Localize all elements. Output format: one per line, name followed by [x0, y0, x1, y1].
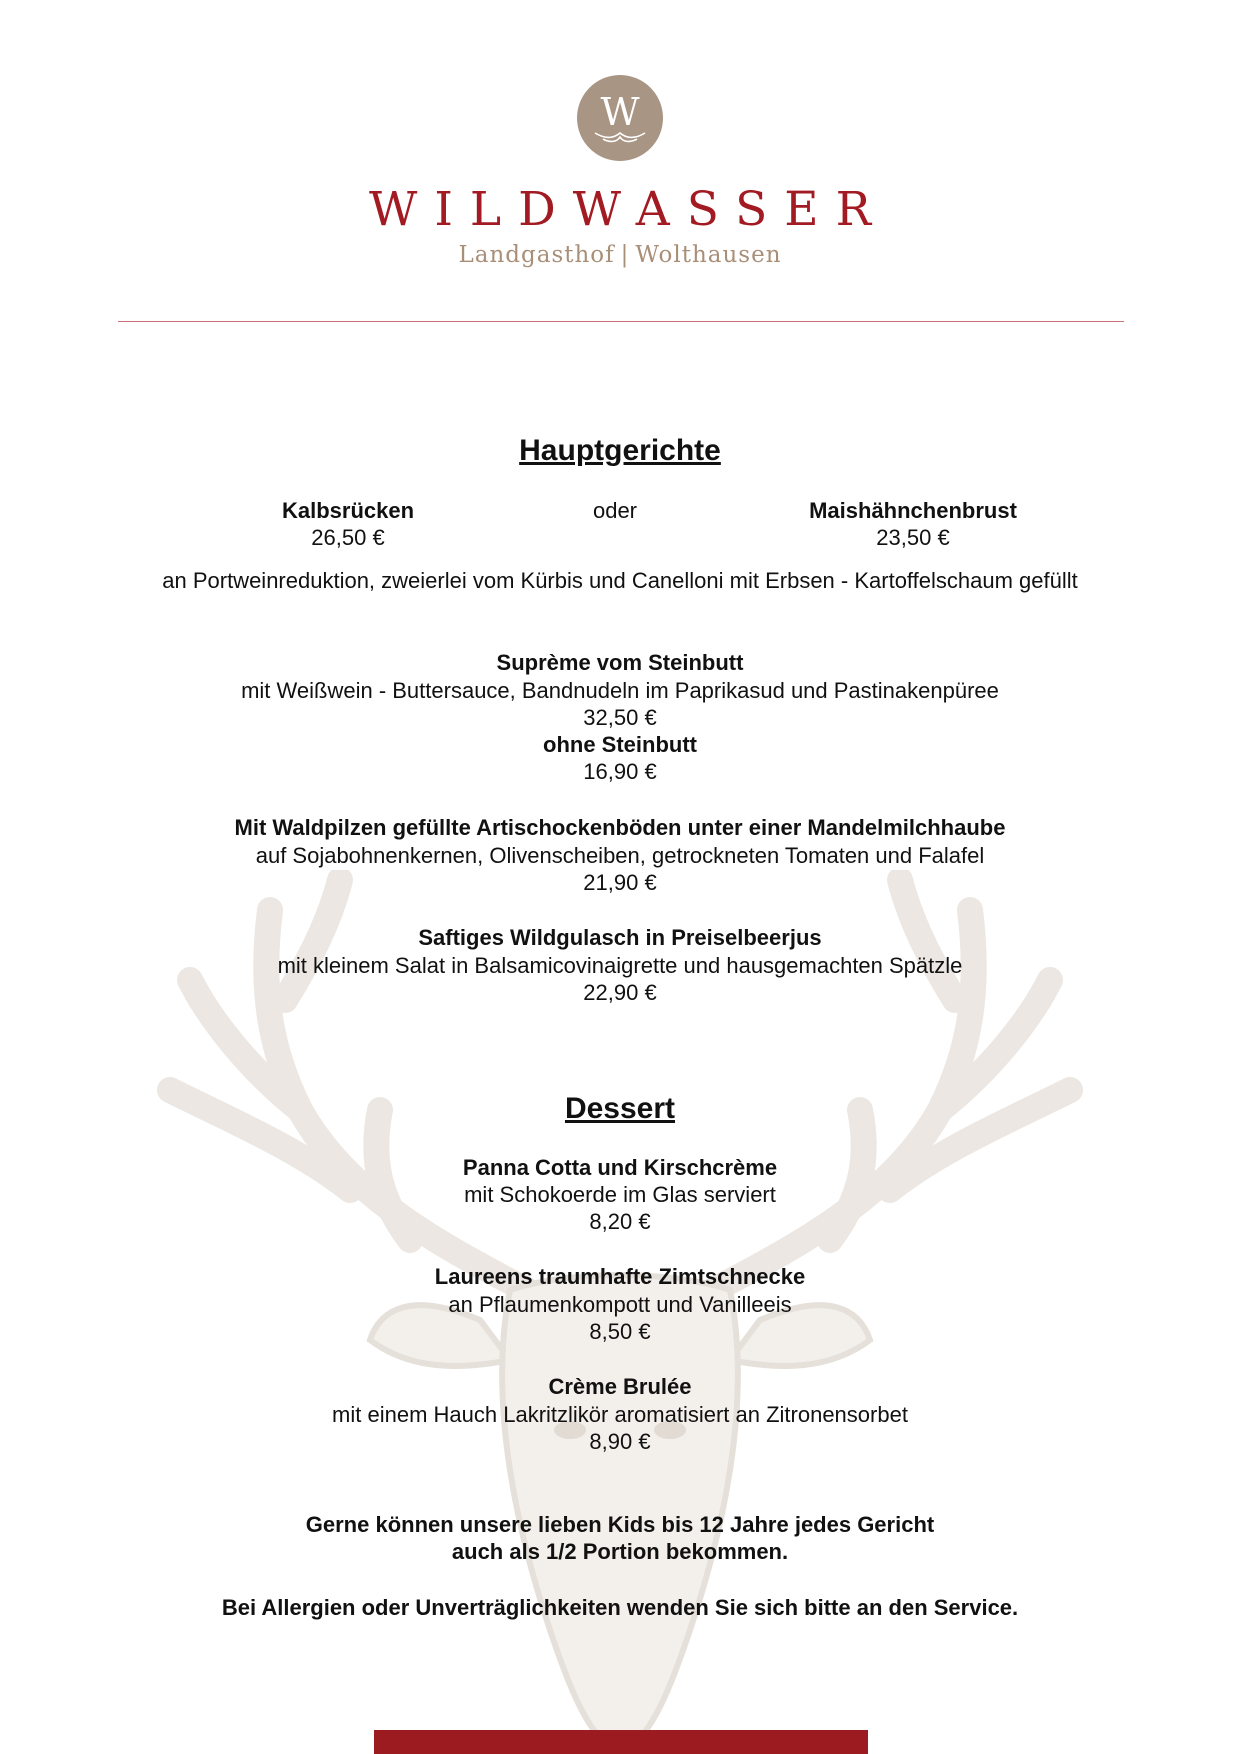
dessert-price: 8,50 €: [589, 1319, 651, 1344]
choice-right-name: Maishähnchenbrust: [809, 498, 1017, 523]
subtitle-separator: |: [620, 242, 630, 268]
choice-connector: oder: [592, 498, 638, 523]
dessert-description: mit Schokoerde im Glas serviert: [464, 1182, 776, 1207]
logo-letter: W: [600, 90, 640, 134]
header-divider: [118, 321, 1124, 322]
allergy-note: Bei Allergien oder Unverträglichkeiten wenden Sie sich bitte an den Service.: [221, 1595, 1019, 1620]
section-title-dessert: Dessert: [564, 1092, 676, 1125]
brand-subtitle: [0, 240, 1240, 270]
dish-variant-price: 16,90 €: [583, 759, 657, 784]
dish-price: 22,90 €: [583, 980, 657, 1005]
subtitle-right: Wolthausen: [635, 242, 782, 268]
dessert-name: Laureens traumhafte Zimtschnecke: [434, 1264, 806, 1289]
dessert-price: 8,90 €: [589, 1429, 651, 1454]
dish-description: mit kleinem Salat in Balsamicovinaigrette und hausgemachten Spätzle: [277, 953, 963, 978]
choice-right-price: 23,50 €: [876, 525, 950, 550]
dish-name: Suprème vom Steinbutt: [496, 650, 744, 675]
dessert-description: an Pflaumenkompott und Vanilleeis: [448, 1292, 792, 1317]
dessert-name: Panna Cotta und Kirschcrème: [462, 1155, 778, 1180]
brand-name: WILDWASSER: [369, 182, 888, 237]
choice-description: an Portweinreduktion, zweierlei vom Kürbis und Canelloni mit Erbsen - Kartoffelschaum gefüllt: [162, 568, 1078, 593]
choice-left-name: Kalbsrücken: [281, 498, 415, 523]
dish-description: auf Sojabohnenkernen, Olivenscheiben, getrockneten Tomaten und Falafel: [255, 843, 985, 868]
dish-price: 32,50 €: [583, 705, 657, 730]
wildwasser-logo: [577, 75, 663, 161]
dessert-name: Crème Brulée: [548, 1374, 692, 1399]
kids-note-line1: Gerne können unsere lieben Kids bis 12 Jahre jedes Gericht: [305, 1512, 935, 1537]
dish-name: Saftiges Wildgulasch in Preiselbeerjus: [418, 925, 822, 950]
dessert-price: 8,20 €: [589, 1209, 651, 1234]
kids-note-line2: auch als 1/2 Portion bekommen.: [451, 1539, 789, 1564]
subtitle-left: Landgasthof: [458, 242, 615, 268]
section-title-main: Hauptgerichte: [519, 434, 721, 467]
footer-bar: [374, 1730, 868, 1754]
dessert-description: mit einem Hauch Lakritzlikör aromatisiert an Zitronensorbet: [332, 1402, 908, 1427]
dish-name: Mit Waldpilzen gefüllte Artischockenböden unter einer Mandelmilchhaube: [234, 815, 1006, 840]
choice-left-price: 26,50 €: [311, 525, 385, 550]
dish-price: 21,90 €: [583, 870, 657, 895]
dish-variant-name: ohne Steinbutt: [543, 732, 697, 757]
dish-description: mit Weißwein - Buttersauce, Bandnudeln im Paprikasud und Pastinakenpüree: [241, 678, 999, 703]
